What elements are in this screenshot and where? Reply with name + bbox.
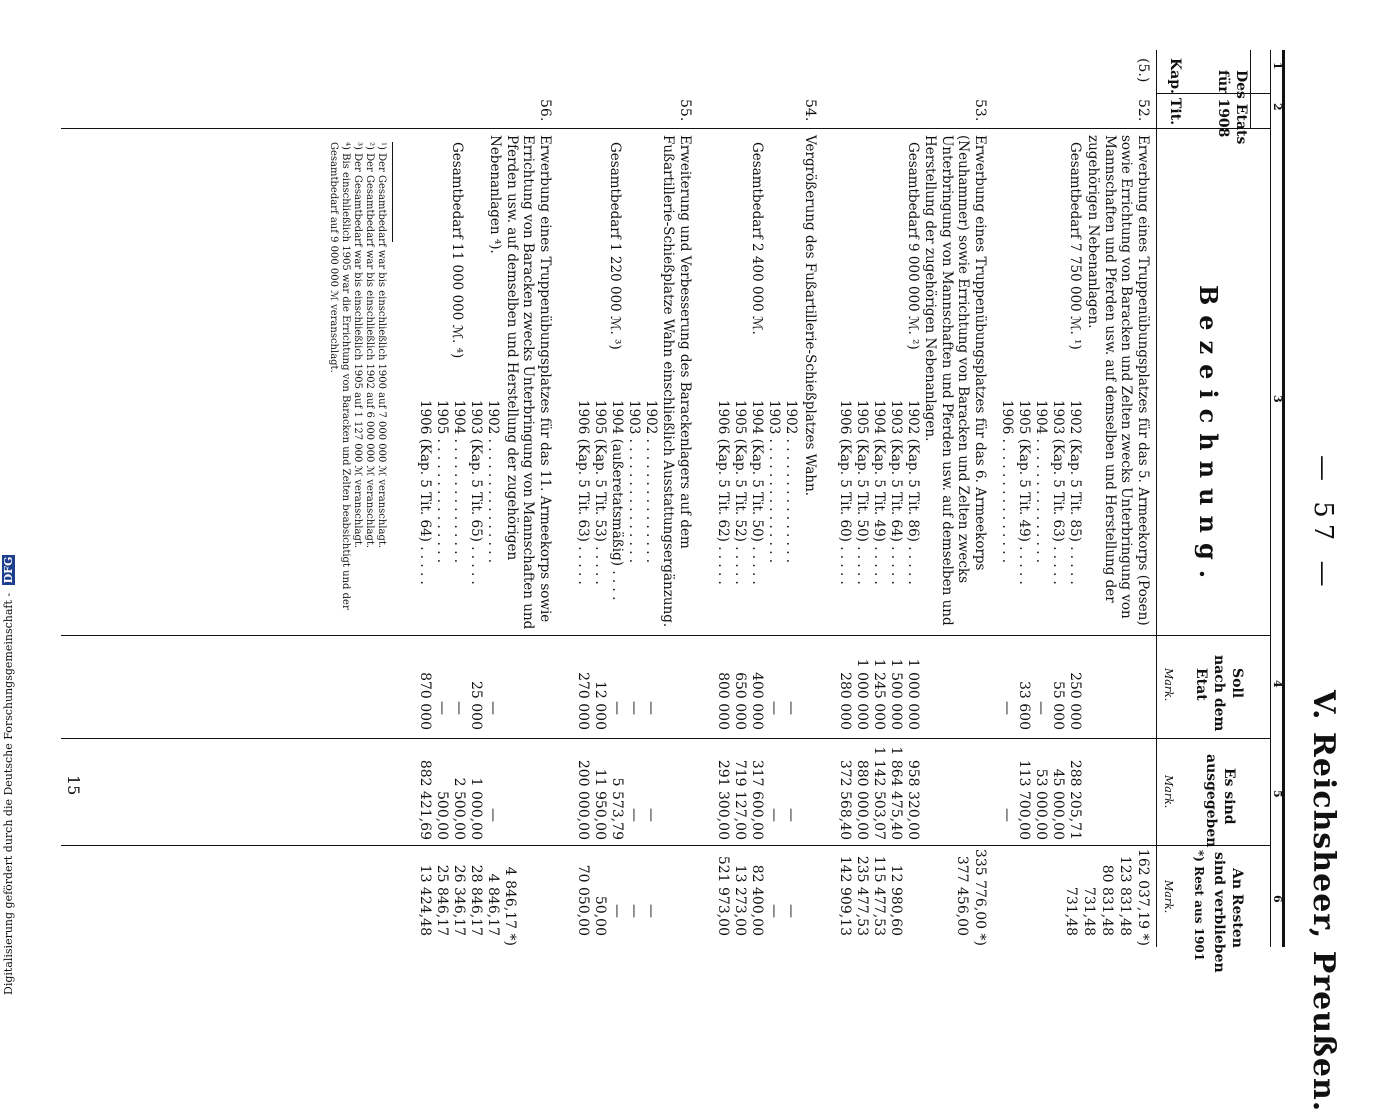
aus-54-2: — [766, 808, 782, 822]
year-52-4: 1905 (Kap. 5 Tit. 49) . . . . . [1016, 400, 1032, 585]
aus-55-5: 200 000,00 [575, 759, 591, 840]
rest-55-1: — [643, 904, 659, 918]
year-55-2: 1903 . . . . . . . . . . . . . . . [626, 400, 642, 564]
rest-54-2: — [766, 904, 782, 918]
year-54-5: 1906 (Kap. 5 Tit. 62) . . . . . [715, 400, 731, 585]
header-etat-line1: Des Etats [1233, 70, 1249, 145]
soll-52-5: — [999, 701, 1015, 715]
soll-56-1: — [485, 701, 501, 715]
rest-56-6: 13 424,48 [417, 864, 433, 936]
rule-kap-tit [1251, 93, 1271, 94]
year-53-5: 1906 (Kap. 5 Tit. 60) . . . . . [837, 400, 853, 585]
year-55-4: 1905 (Kap. 5 Tit. 53) . . . . . [592, 400, 608, 585]
etat-rule [1250, 50, 1251, 128]
soll-53-1: 1 000 000 [905, 658, 921, 730]
aus-53-5: 372 568,40 [837, 759, 853, 840]
rest-56-2: 4 846,17 [485, 873, 501, 936]
rest-56-3: 28 846,17 [468, 864, 484, 936]
rest-52-2: 123 831,48 [1117, 855, 1133, 936]
total-56: Gesamtbedarf 11 000 000 ℳ. ⁴) [449, 142, 465, 359]
header-soll-1: Soll [1229, 668, 1245, 699]
soll-52-1: 250 000 [1067, 672, 1083, 730]
year-52-2: 1903 (Kap. 5 Tit. 63) . . . . . [1050, 400, 1066, 585]
soll-53-3: 1 245 000 [871, 658, 887, 730]
year-53-3: 1904 (Kap. 5 Tit. 49) . . . . . [871, 400, 887, 585]
soll-55-2: — [626, 701, 642, 715]
rest-53-4: 235 477,53 [854, 855, 870, 936]
col-num-2: 2 [1271, 103, 1284, 111]
rest-55-2: — [626, 904, 642, 918]
text-56: Erwerbung eines Truppenübungsplatzes für das 11. Armeekorps sowie Errichtung von Baracken zwecks Unterbringung von Mannschaften und Pferden usw. auf demselben und Herstellung der zugehörigen Nebenanlagen ⁴). [487, 135, 553, 630]
aus-56-4: 500,00 [434, 791, 450, 840]
tit-55: 55. [677, 99, 693, 122]
rest-54-5: 521 973,00 [715, 855, 731, 936]
soll-56-3: — [451, 701, 467, 715]
dfg-logo: DFG [2, 556, 15, 584]
year-54-4: 1905 (Kap. 5 Tit. 52) . . . . . [732, 400, 748, 585]
year-56-1: 1902 . . . . . . . . . . . . . . . [485, 400, 501, 564]
soll-54-2: — [766, 701, 782, 715]
rest-56-4: 26 346,17 [451, 864, 467, 936]
aus-54-5: 291 300,00 [715, 759, 731, 840]
rest-54-1: — [783, 904, 799, 918]
aus-53-4: 880 000,00 [854, 759, 870, 840]
soll-56-2: 25 000 [468, 681, 484, 730]
text-55: Erweiterung und Verbesserung des Barackenlagers auf dem Fußartillerie-Schießplatze Wahn einschließlich Ausstattungsergänzung. [660, 135, 693, 628]
tit-53: 53. [972, 99, 988, 122]
soll-55-3: — [609, 701, 625, 715]
aus-52-1: 288 205,71 [1067, 759, 1083, 840]
aus-52-2: 45 000,00 [1050, 768, 1066, 840]
aus-54-3: 317 600,00 [749, 759, 765, 840]
col-num-3: 3 [1271, 395, 1284, 403]
text-54: Vergrößerung des Fußartillerie-Schießplatzes Wahn. [802, 135, 818, 497]
year-55-1: 1902 . . . . . . . . . . . . . . . [643, 400, 659, 564]
soll-52-2: 55 000 [1050, 681, 1066, 730]
aus-52-4: 113 700,00 [1016, 759, 1032, 840]
footer-page-number: 15 [64, 775, 83, 796]
aus-54-4: 719 127,00 [732, 759, 748, 840]
header-rest-unit: Mark. [1162, 880, 1175, 914]
table-top-rule [1282, 50, 1285, 947]
rest-54-4: 13 273,00 [732, 864, 748, 936]
header-rest-3: *) Rest aus 1901 [1192, 850, 1206, 962]
year-52-3: 1904 . . . . . . . . . . . . . . . [1033, 400, 1049, 564]
year-54-3: 1904 (Kap. 5 Tit. 50) . . . . . [749, 400, 765, 585]
soll-56-5: 870 000 [417, 672, 433, 730]
rest-56-5: 25 846,17 [434, 864, 450, 936]
text-52: Erwerbung eines Truppenübungsplatzes für das 5. Armeekorps (Posen) sowie Errichtung von Baracken und Zelten zwecks Unterbringung von Mannschaften und Pferden usw. auf demselben und Herstellung der zugehörigen Nebenanlagen. [1085, 135, 1151, 626]
col-num-5: 5 [1271, 790, 1284, 798]
rest-55-4: 50,00 [592, 895, 608, 936]
header-etat-line2: für 1908 [1215, 70, 1231, 138]
aus-53-3: 1 142 503,07 [871, 746, 887, 840]
aus-56-3: 2 500,00 [451, 777, 467, 840]
rest-53-3: 115 477,53 [871, 855, 887, 936]
footnote-2: ²) Der Gesamtbedarf war bis einschließlich 1902 auf 6 000 000 ℳ veranschlagt. [364, 142, 375, 549]
rule-aus-rest [61, 845, 1271, 846]
footnote-3: ³) Der Gesamtbedarf war bis einschließlich 1905 auf 1 127 000 ℳ veranschlagt. [352, 142, 363, 549]
rest-53-2: 12 980,60 [888, 864, 904, 936]
rest-52-4: 731,48 [1081, 887, 1097, 936]
page-number: — 57 — [1308, 455, 1338, 593]
footnote-rule [392, 142, 393, 242]
aus-56-2: 1 000,00 [468, 777, 484, 840]
aus-52-3: 53 000,00 [1033, 768, 1049, 840]
year-53-2: 1903 (Kap. 5 Tit. 64) . . . . . [888, 400, 904, 585]
rule-tit-text [61, 128, 1271, 129]
tit-54: 54. [802, 99, 818, 122]
aus-54-1: — [783, 808, 799, 822]
soll-54-5: 800 000 [715, 672, 731, 730]
total-52: Gesamtbedarf 7 750 000 ℳ. ¹) [1067, 142, 1083, 350]
rest-56-1: 4 846,17 *) [502, 866, 518, 946]
rule-soll-aus [61, 738, 1271, 739]
header-aus-2: ausgegeben [1203, 754, 1219, 848]
aus-55-2: — [626, 808, 642, 822]
col-num-6: 6 [1271, 895, 1284, 903]
year-52-5: 1906 . . . . . . . . . . . . . . . [999, 400, 1015, 564]
header-aus-1: Es sind [1221, 768, 1237, 825]
total-54: Gesamtbedarf 2 400 000 ℳ. [749, 142, 765, 335]
aus-55-4: 11 950,00 [592, 768, 608, 840]
year-56-4: 1905 . . . . . . . . . . . . . . . [434, 400, 450, 564]
total-55: Gesamtbedarf 1 220 000 ℳ. ³) [607, 142, 623, 350]
header-bottom-rule [1156, 50, 1157, 947]
aus-55-3: 5 573,79 [609, 777, 625, 840]
tit-56: 56. [537, 99, 553, 122]
digitization-credit-text: Digitalisierung gefördert durch die Deutsche Forschungsgemeinschaft - [2, 592, 15, 995]
soll-55-5: 270 000 [575, 672, 591, 730]
header-soll-unit: Mark. [1162, 668, 1175, 702]
aus-53-2: 1 864 475,40 [888, 746, 904, 840]
rest-52-1: 162 037,19 *) [1135, 848, 1151, 946]
rest-53-top: 335 776,00 *) [972, 848, 988, 946]
year-52-1: 1902 (Kap. 5 Tit. 85) . . . . . [1067, 400, 1083, 585]
header-soll-2: nach dem [1211, 655, 1227, 732]
rest-53-5: 142 909,13 [837, 855, 853, 936]
year-54-2: 1903 . . . . . . . . . . . . . . . [766, 400, 782, 564]
footnote-4: ⁴) Bis einschließlich 1905 war die Errichtung von Baracken und Zelten beabsichtigt und der Gesamtbedarf auf 9 000 000 ℳ veranschlagt. [328, 142, 351, 610]
year-54-1: 1902 . . . . . . . . . . . . . . . [783, 400, 799, 564]
header-kap: Kap. [1167, 58, 1183, 94]
rest-52-5: 731,48 [1063, 887, 1079, 936]
soll-55-4: 12 000 [592, 681, 608, 730]
aus-56-1: — [485, 808, 501, 822]
soll-56-4: — [434, 701, 450, 715]
header-bezeichnung: Bezeichnung. [1194, 285, 1223, 589]
soll-55-1: — [643, 701, 659, 715]
rest-53-1: 377 456,00 [954, 855, 970, 936]
section-title: V. Reichsheer, Preußen. [1306, 690, 1341, 1112]
year-53-1: 1902 (Kap. 5 Tit. 86) . . . . . [905, 400, 921, 585]
rest-55-3: — [609, 904, 625, 918]
rest-52-3: 80 831,48 [1099, 864, 1115, 936]
col-number-rule [1270, 50, 1271, 947]
year-55-3: 1904 (außeretatsmäßig) . . . . [609, 400, 625, 601]
total-53: Gesamtbedarf 9 000 000 ℳ. ²) [905, 142, 921, 350]
soll-54-1: — [783, 701, 799, 715]
rule-text-soll [61, 635, 1271, 636]
rest-54-3: 82 400,00 [749, 864, 765, 936]
aus-53-1: 958 320,00 [905, 759, 921, 840]
soll-54-4: 650 000 [732, 672, 748, 730]
soll-53-2: 1 500 000 [888, 658, 904, 730]
col-num-4: 4 [1271, 680, 1284, 688]
soll-52-4: 33 600 [1016, 681, 1032, 730]
year-56-3: 1904 . . . . . . . . . . . . . . . [451, 400, 467, 564]
header-tit: Tit. [1167, 98, 1183, 126]
header-rest-1: An Resten [1229, 868, 1245, 948]
rest-55-5: 70 050,00 [575, 864, 591, 936]
year-53-4: 1905 (Kap. 5 Tit. 50) . . . . . [854, 400, 870, 585]
soll-53-5: 280 000 [837, 672, 853, 730]
aus-56-5: 882 421,69 [417, 759, 433, 840]
col-num-1: 1 [1271, 62, 1284, 70]
year-55-5: 1906 (Kap. 5 Tit. 63) . . . . . [575, 400, 591, 585]
header-rest-2: sind verblieben [1211, 852, 1227, 973]
tit-52: 52. [1135, 99, 1151, 122]
footnote-1: ¹) Der Gesamtbedarf war bis einschließlich 1900 auf 7 000 000 ℳ veranschlagt. [376, 142, 387, 549]
year-56-5: 1906 (Kap. 5 Tit. 64) . . . . . [417, 400, 433, 585]
header-soll-3: Etat [1193, 668, 1209, 701]
soll-52-3: — [1033, 701, 1049, 715]
soll-53-4: 1 000 000 [854, 658, 870, 730]
year-56-2: 1903 (Kap. 5 Tit. 65) . . . . . [468, 400, 484, 585]
text-53: Erwerbung eines Truppenübungsplatzes für das 6. Armeekorps (Neuhammer) sowie Errichtung von Baracken und Zelten zwecks Unterbringung von Mannschaften und Pferden usw. auf demselben und Herstellung der zugehörigen Nebenanlagen. [922, 135, 988, 626]
header-aus-unit: Mark. [1162, 775, 1175, 809]
aus-52-5: — [999, 808, 1015, 822]
aus-55-1: — [643, 808, 659, 822]
soll-54-3: 400 000 [749, 672, 765, 730]
kap-label: (5.) [1135, 58, 1151, 83]
